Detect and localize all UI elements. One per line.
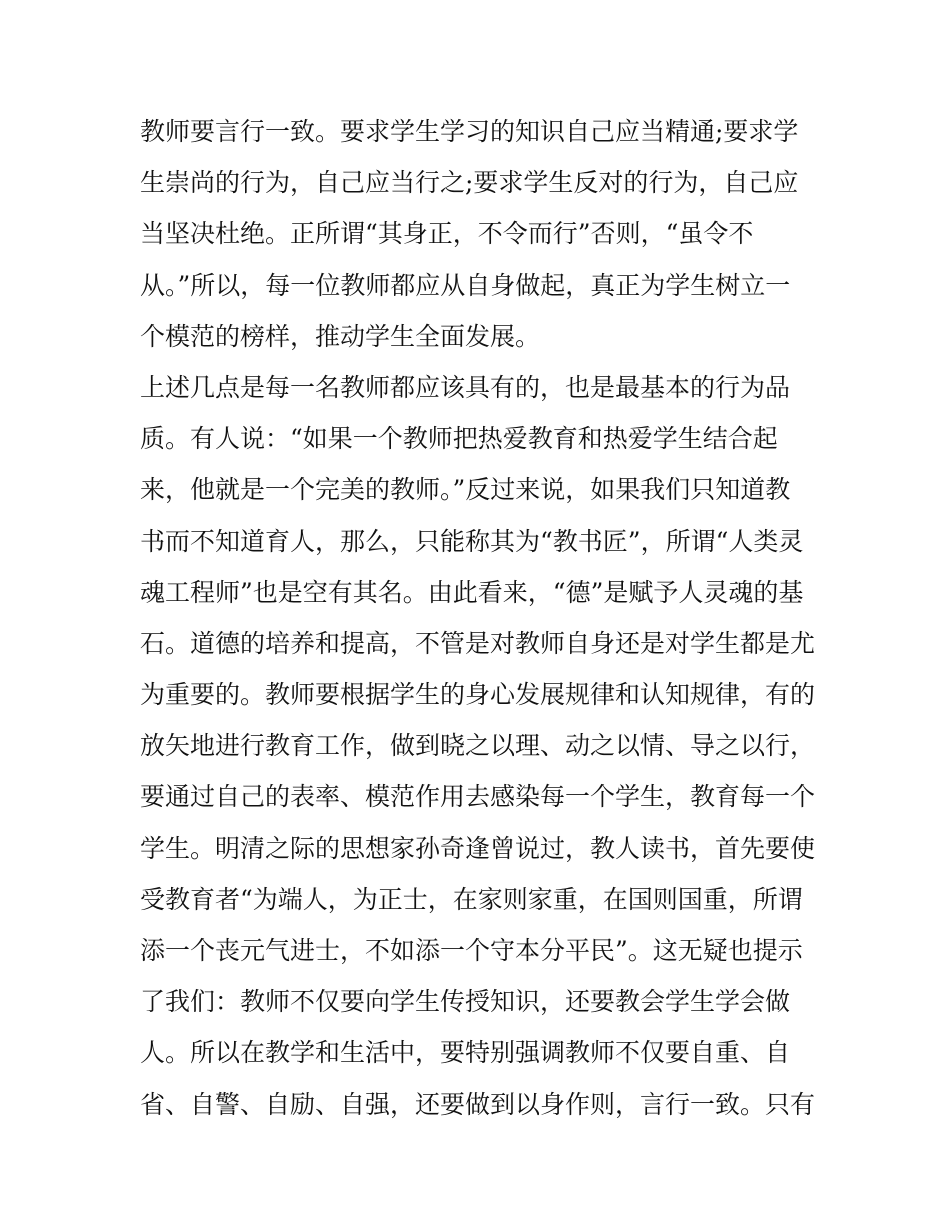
text-line: 魂工程师”也是空有其名。由此看来，“德”是赋予人灵魂的基: [140, 577, 804, 607]
text-line: 为重要的。教师要根据学生的身心发展规律和认知规律，有的: [140, 680, 816, 710]
text-line: 了我们：教师不仅要向学生传授知识，还要教会学生学会做: [140, 987, 791, 1017]
text-line: 个模范的榜样，推动学生全面发展。: [140, 321, 541, 351]
text-line: 石。道德的培养和提高，不管是对教师自身还是对学生都是尤: [140, 628, 816, 658]
text-line: 放矢地进行教育工作，做到晓之以理、动之以情、导之以行，: [140, 731, 816, 761]
text-line: 书而不知道育人，那么，只能称其为“教书匠”，所谓“人类灵: [140, 526, 804, 556]
text-line: 添一个丧元气进士，不如添一个守本分平民”。这无疑也提示: [140, 936, 803, 965]
text-line: 上述几点是每一名教师都应该具有的，也是最基本的行为品: [140, 372, 791, 402]
text-line: 学生。明清之际的思想家孙奇逢曾说过，教人读书，首先要使: [140, 833, 816, 863]
text-line: 来，他就是一个完美的教师。”反过来说，如果我们只知道教: [140, 475, 791, 505]
text-line: 人。所以在教学和生活中，要特别强调教师不仅要自重、自: [140, 1038, 791, 1068]
text-line: 受教育者“为端人，为正士，在家则家重，在国则国重，所谓: [140, 884, 803, 914]
text-line: 要通过自己的表率、模范作用去感染每一个学生，教育每一个: [140, 782, 816, 812]
text-line: 省、自警、自励、自强，还要做到以身作则，言行一致。只有: [140, 1089, 816, 1119]
text-line: 从。”所以，每一位教师都应从自身做起，真正为学生树立一: [140, 270, 791, 300]
text-line: 教师要言行一致。要求学生学习的知识自己应当精通;要求学: [140, 117, 799, 146]
text-line: 生崇尚的行为，自己应当行之;要求学生反对的行为，自己应: [140, 168, 799, 198]
body-text: [140, 106, 830, 1130]
text-line: 质。有人说：“如果一个教师把热爱教育和热爱学生结合起: [140, 424, 778, 454]
text-line: 当坚决杜绝。正所谓“其身正，不令而行”否则，“虽令不: [140, 219, 754, 249]
